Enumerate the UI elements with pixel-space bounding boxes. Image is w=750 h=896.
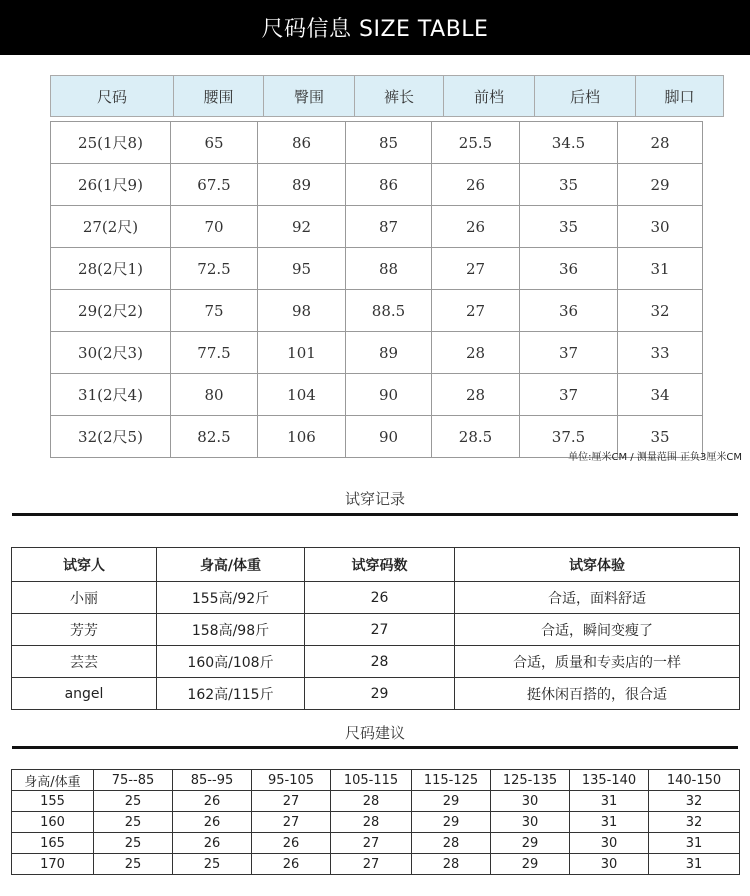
size-table-cell: 95 <box>258 248 346 290</box>
size-table-cell: 90 <box>346 416 432 458</box>
try-on-row <box>12 614 740 646</box>
recommend-cell: 28 <box>412 854 491 875</box>
recommend-row <box>12 833 740 854</box>
try-on-cell: 162高/115斤 <box>157 678 305 710</box>
try-on-cell: 27 <box>305 614 455 646</box>
size-table-cell: 28(2尺1) <box>51 248 171 290</box>
recommend-header-cell: 105-115 <box>331 770 412 791</box>
try-on-cell: 合适，瞬间变瘦了 <box>455 614 740 646</box>
recommend-cell: 31 <box>570 812 649 833</box>
size-table-cell: 31(2尺4) <box>51 374 171 416</box>
size-table-cell: 26 <box>432 206 520 248</box>
size-table-row <box>51 374 703 416</box>
size-table-cell: 70 <box>171 206 258 248</box>
size-table-cell: 32 <box>618 290 703 332</box>
size-table-cell: 29(2尺2) <box>51 290 171 332</box>
size-table-cell: 36 <box>520 290 618 332</box>
try-on-cell: 小丽 <box>12 582 157 614</box>
size-recommend-table-body <box>12 770 740 875</box>
size-table-cell: 65 <box>171 122 258 164</box>
recommend-heading: 尺码建议 <box>344 724 405 742</box>
size-table-cell: 72.5 <box>171 248 258 290</box>
size-table-cell: 26 <box>432 164 520 206</box>
size-table-cell: 33 <box>618 332 703 374</box>
recommend-header-cell: 115-125 <box>412 770 491 791</box>
size-table-cell: 90 <box>346 374 432 416</box>
size-table-cell: 37.5 <box>520 416 618 458</box>
size-table-cell: 35 <box>520 164 618 206</box>
size-table-cell: 106 <box>258 416 346 458</box>
recommend-row <box>12 791 740 812</box>
recommend-divider <box>12 746 738 749</box>
size-header-cell: 臀围 <box>264 76 355 117</box>
size-table-cell: 75 <box>171 290 258 332</box>
try-on-heading: 试穿记录 <box>344 490 405 508</box>
size-table-row <box>51 164 703 206</box>
recommend-header-cell: 140-150 <box>649 770 740 791</box>
try-on-cell: 芸芸 <box>12 646 157 678</box>
size-header-cell: 后档 <box>535 76 636 117</box>
recommend-header-cell: 85--95 <box>173 770 252 791</box>
size-table-cell: 27 <box>432 290 520 332</box>
try-on-cell: 158高/98斤 <box>157 614 305 646</box>
size-table-row <box>51 122 703 164</box>
size-header-cell: 腰围 <box>174 76 264 117</box>
size-table-row <box>51 248 703 290</box>
recommend-cell: 160 <box>12 812 94 833</box>
page-title: 尺码信息 SIZE TABLE <box>0 0 750 55</box>
size-table-cell: 37 <box>520 374 618 416</box>
size-table-row <box>51 206 703 248</box>
size-table-row <box>51 290 703 332</box>
recommend-cell: 26 <box>252 833 331 854</box>
size-table-cell: 82.5 <box>171 416 258 458</box>
size-table-cell: 31 <box>618 248 703 290</box>
size-table-cell: 89 <box>258 164 346 206</box>
size-header-cell: 尺码 <box>51 76 174 117</box>
try-on-cell: 155高/92斤 <box>157 582 305 614</box>
size-table-cell: 34.5 <box>520 122 618 164</box>
try-on-cell: 28 <box>305 646 455 678</box>
size-table-cell: 86 <box>346 164 432 206</box>
recommend-cell: 29 <box>491 833 570 854</box>
size-table-cell: 88 <box>346 248 432 290</box>
size-header-row <box>51 76 724 117</box>
try-on-header-cell: 试穿码数 <box>305 548 455 582</box>
recommend-header-cell: 身高/体重 <box>12 770 94 791</box>
size-table-cell: 89 <box>346 332 432 374</box>
try-on-table-body <box>12 548 740 710</box>
recommend-cell: 155 <box>12 791 94 812</box>
try-on-header-cell: 试穿体验 <box>455 548 740 582</box>
try-on-divider <box>12 513 738 516</box>
recommend-cell: 26 <box>173 812 252 833</box>
size-table-cell: 28 <box>432 374 520 416</box>
recommend-cell: 27 <box>252 812 331 833</box>
recommend-cell: 29 <box>412 812 491 833</box>
size-table-cell: 67.5 <box>171 164 258 206</box>
recommend-cell: 29 <box>491 854 570 875</box>
size-table-cell: 27(2尺) <box>51 206 171 248</box>
recommend-cell: 26 <box>173 791 252 812</box>
size-table-cell: 35 <box>520 206 618 248</box>
size-table-body <box>51 122 703 458</box>
size-table-cell: 36 <box>520 248 618 290</box>
try-on-cell: 26 <box>305 582 455 614</box>
recommend-cell: 28 <box>331 791 412 812</box>
size-header-cell: 前档 <box>444 76 535 117</box>
recommend-cell: 26 <box>173 833 252 854</box>
size-table-cell: 28 <box>618 122 703 164</box>
recommend-header-cell: 135-140 <box>570 770 649 791</box>
recommend-cell: 30 <box>570 833 649 854</box>
recommend-cell: 31 <box>649 833 740 854</box>
try-on-cell: 挺休闲百搭的，很合适 <box>455 678 740 710</box>
recommend-cell: 27 <box>331 833 412 854</box>
recommend-row <box>12 812 740 833</box>
size-header-cell: 裤长 <box>355 76 444 117</box>
try-on-row <box>12 646 740 678</box>
try-on-table <box>11 547 740 710</box>
size-recommend-table <box>11 769 740 875</box>
recommend-cell: 165 <box>12 833 94 854</box>
size-table-cell: 88.5 <box>346 290 432 332</box>
size-table-cell: 77.5 <box>171 332 258 374</box>
recommend-header-cell: 95-105 <box>252 770 331 791</box>
size-table-cell: 35 <box>618 416 703 458</box>
try-on-cell: 160高/108斤 <box>157 646 305 678</box>
size-table-cell: 104 <box>258 374 346 416</box>
try-on-cell: 29 <box>305 678 455 710</box>
size-table-cell: 28.5 <box>432 416 520 458</box>
size-table <box>50 121 703 458</box>
try-on-cell: angel <box>12 678 157 710</box>
size-table-cell: 29 <box>618 164 703 206</box>
recommend-cell: 30 <box>570 854 649 875</box>
recommend-cell: 25 <box>94 791 173 812</box>
size-table-cell: 28 <box>432 332 520 374</box>
size-table-cell: 86 <box>258 122 346 164</box>
recommend-header-row <box>12 770 740 791</box>
size-table-cell: 26(1尺9) <box>51 164 171 206</box>
size-table-cell: 25.5 <box>432 122 520 164</box>
recommend-header-cell: 75--85 <box>94 770 173 791</box>
size-header-cell: 脚口 <box>636 76 724 117</box>
try-on-cell: 芳芳 <box>12 614 157 646</box>
size-table-row <box>51 332 703 374</box>
recommend-cell: 27 <box>331 854 412 875</box>
size-table-cell: 101 <box>258 332 346 374</box>
recommend-cell: 170 <box>12 854 94 875</box>
recommend-cell: 28 <box>412 833 491 854</box>
recommend-cell: 25 <box>94 833 173 854</box>
recommend-cell: 31 <box>570 791 649 812</box>
size-table-cell: 34 <box>618 374 703 416</box>
size-table-header <box>50 75 724 117</box>
recommend-cell: 29 <box>412 791 491 812</box>
try-on-row <box>12 582 740 614</box>
size-unit-note: 单位:厘米CM / 测量范围 正负3厘米CM <box>568 452 742 463</box>
recommend-cell: 27 <box>252 791 331 812</box>
size-table-cell: 25(1尺8) <box>51 122 171 164</box>
recommend-cell: 30 <box>491 791 570 812</box>
try-on-header-row <box>12 548 740 582</box>
size-table-cell: 37 <box>520 332 618 374</box>
recommend-cell: 30 <box>491 812 570 833</box>
try-on-row <box>12 678 740 710</box>
size-table-cell: 27 <box>432 248 520 290</box>
size-table-cell: 85 <box>346 122 432 164</box>
try-on-cell: 合适，质量和专卖店的一样 <box>455 646 740 678</box>
size-table-cell: 30 <box>618 206 703 248</box>
recommend-cell: 26 <box>252 854 331 875</box>
size-table-cell: 92 <box>258 206 346 248</box>
try-on-header-cell: 试穿人 <box>12 548 157 582</box>
recommend-cell: 25 <box>173 854 252 875</box>
recommend-row <box>12 854 740 875</box>
recommend-cell: 25 <box>94 812 173 833</box>
size-table-cell: 30(2尺3) <box>51 332 171 374</box>
try-on-header-cell: 身高/体重 <box>157 548 305 582</box>
recommend-cell: 25 <box>94 854 173 875</box>
size-table-cell: 32(2尺5) <box>51 416 171 458</box>
recommend-cell: 31 <box>649 854 740 875</box>
size-table-cell: 98 <box>258 290 346 332</box>
size-table-cell: 80 <box>171 374 258 416</box>
recommend-cell: 28 <box>331 812 412 833</box>
recommend-header-cell: 125-135 <box>491 770 570 791</box>
size-table-cell: 87 <box>346 206 432 248</box>
recommend-cell: 32 <box>649 791 740 812</box>
try-on-cell: 合适，面料舒适 <box>455 582 740 614</box>
recommend-cell: 32 <box>649 812 740 833</box>
